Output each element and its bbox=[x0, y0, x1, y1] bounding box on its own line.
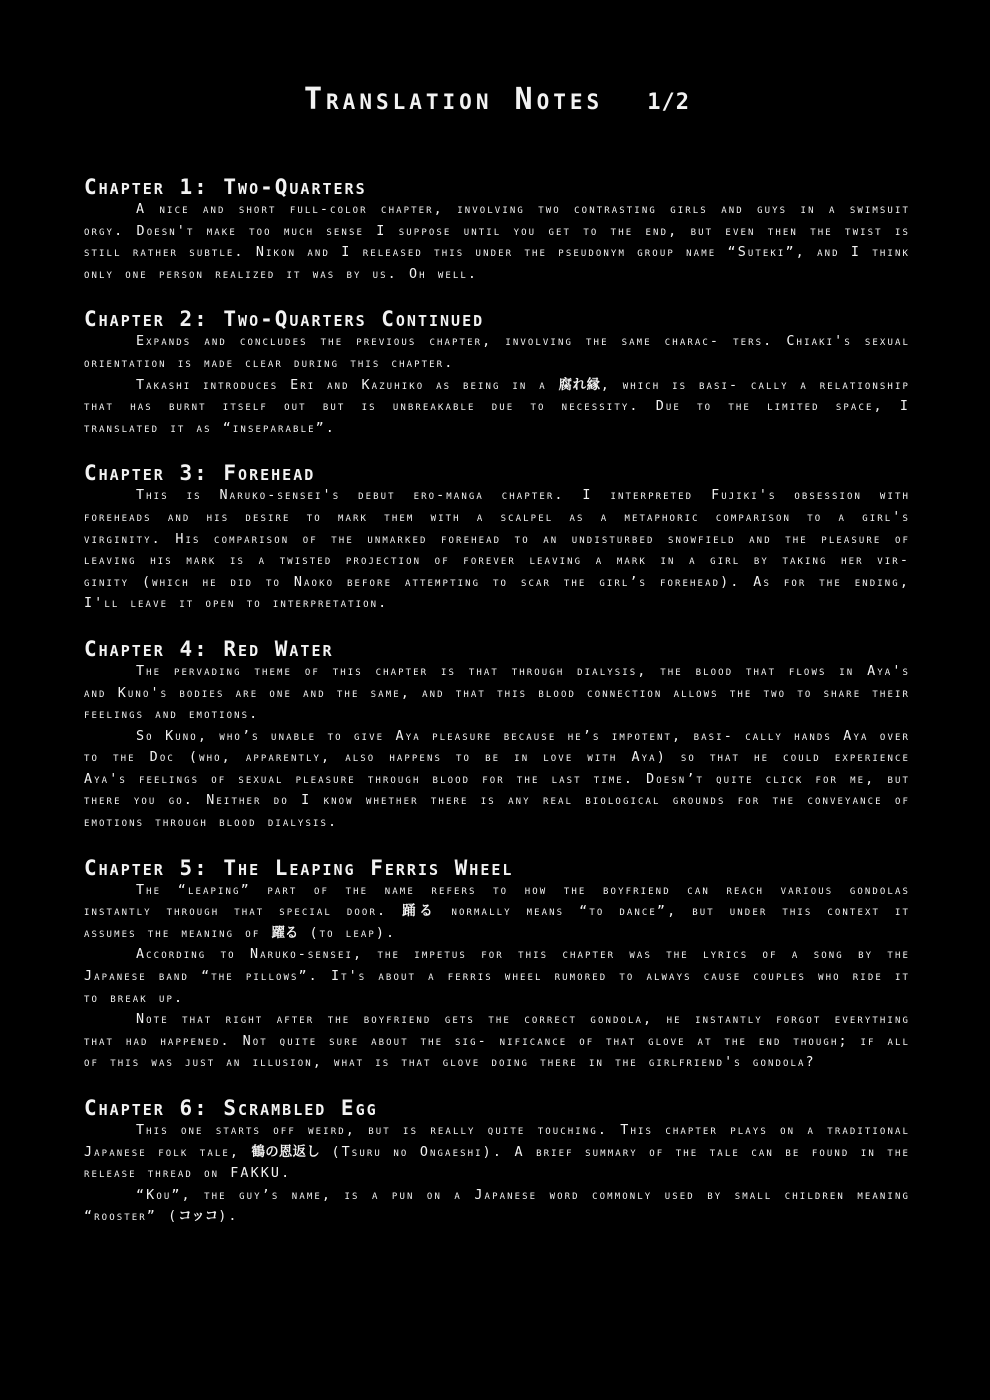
chapter-paragraph: Expands and concludes the previous chapter, involving the same charac- ters. Chiaki's sexual orientation is made clear during this chapter. bbox=[84, 334, 910, 371]
chapter-paragraph: This is Naruko-sensei's debut ero-manga chapter. I interpreted Fujiki's obsession with foreheads and his desire to mark them with a scalpel as a metaphoric comparison to a girl's virginity. His comparison of the unmarked forehead to an undisturbed snowfield and the pleasure of leaving his mark is a twisted projection of forever leaving a mark in a girl by taking her vir- ginity (which he did to Naoko before attempting to scar the girl’s forehead). As for the ending, I'll leave it open to interpretation. bbox=[84, 488, 910, 612]
chapter-paragraph: Takashi introduces Eri and Kazuhiko as being in a 腐れ縁, which is basi- cally a relationship that has burnt itself out but is unbreakable due to necessity. Due to the limited space, I translated it as “inseparable”. bbox=[84, 377, 910, 436]
japanese-term: コッコ bbox=[178, 1209, 219, 1225]
chapter-paragraph: “Kou”, the guy’s name, is a pun on a Japanese word commonly used by small children meaning “rooster” (コッコ). bbox=[84, 1187, 910, 1225]
chapter-paragraph: The “leaping” part of the name refers to how the boyfriend can reach various gondolas instantly through that special door. 踊る normally means “to dance”, but under this context it assumes the meaning of 躍る (to leap). bbox=[84, 882, 911, 941]
chapter-6-section bbox=[84, 1096, 910, 1228]
chapter-5-section bbox=[84, 856, 910, 1074]
chapter-heading: Chapter 1: Two-Quarters bbox=[84, 175, 367, 199]
japanese-term: 踊る bbox=[402, 904, 437, 920]
page-title-text: Translation Notes bbox=[303, 82, 604, 117]
chapter-heading: Chapter 3: Forehead bbox=[84, 461, 316, 486]
japanese-term: 腐れ縁 bbox=[558, 377, 601, 393]
chapter-4-section bbox=[84, 637, 910, 834]
chapter-paragraph: A nice and short full-color chapter, involving two contrasting girls and guys in a swimsuit orgy. Doesn't make too much sense I suppose until you get to the end, but even then the twist is still rather subtle. Nikon and I released this under the pseudonym group name “Suteki”, and I think only one person realized it was by us. Oh well. bbox=[84, 202, 910, 282]
japanese-term: 鶴の恩返し bbox=[251, 1144, 321, 1160]
japanese-term: 躍る bbox=[271, 925, 299, 941]
chapter-paragraph: Note that right after the boyfriend gets the correct gondola, he instantly forgot everything that had happened. Not quite sure about the sig- nificance of that glove at the end though; if all of this was just an illusion, what is that glove doing there in the girlfriend's gondola? bbox=[84, 1012, 910, 1071]
chapter-heading: Chapter 4: Red Water bbox=[84, 636, 334, 661]
chapter-heading: Chapter 2: Two-Quarters Continued bbox=[84, 307, 485, 332]
page-title bbox=[84, 80, 910, 123]
chapter-heading: Chapter 6: Scrambled Egg bbox=[84, 1096, 378, 1120]
page-number: 1/2 bbox=[647, 90, 691, 115]
chapter-3-section bbox=[84, 461, 910, 615]
chapter-1-section bbox=[84, 175, 910, 285]
chapter-heading: Chapter 5: The Leaping Ferris Wheel bbox=[84, 855, 514, 880]
chapter-2-section bbox=[84, 307, 910, 439]
translation-notes-page bbox=[84, 80, 910, 1250]
chapter-paragraph: So Kuno, who’s unable to give Aya pleasure because he’s impotent, basi- cally hands Aya over to the Doc (who, apparently, also happens to be in love with Aya) so that he could experience Aya's feelings of sexual pleasure through blood for the last time. Doesn’t quite click for me, but there you go. Neither do I know whether there is any real biological grounds for the conveyance of emotions through blood dialysis. bbox=[84, 728, 910, 831]
chapter-paragraph: The pervading theme of this chapter is that through dialysis, the blood that flows in Aya's and Kuno's bodies are one and the same, and that this blood connection allows the two to share their feelings and emotions. bbox=[84, 663, 910, 723]
chapter-paragraph: This one starts off weird, but is really quite touching. This chapter plays on a traditional Japanese folk tale, 鶴の恩返し (Tsuru no Ongaeshi). A brief summary of the tale can be found in the release thread on FAKKU. bbox=[84, 1123, 910, 1182]
chapter-paragraph: According to Naruko-sensei, the impetus for this chapter was the lyrics of a song by the Japanese band “the pillows”. It's about a ferris wheel rumored to always cause couples who ride it to break up. bbox=[84, 947, 910, 1006]
